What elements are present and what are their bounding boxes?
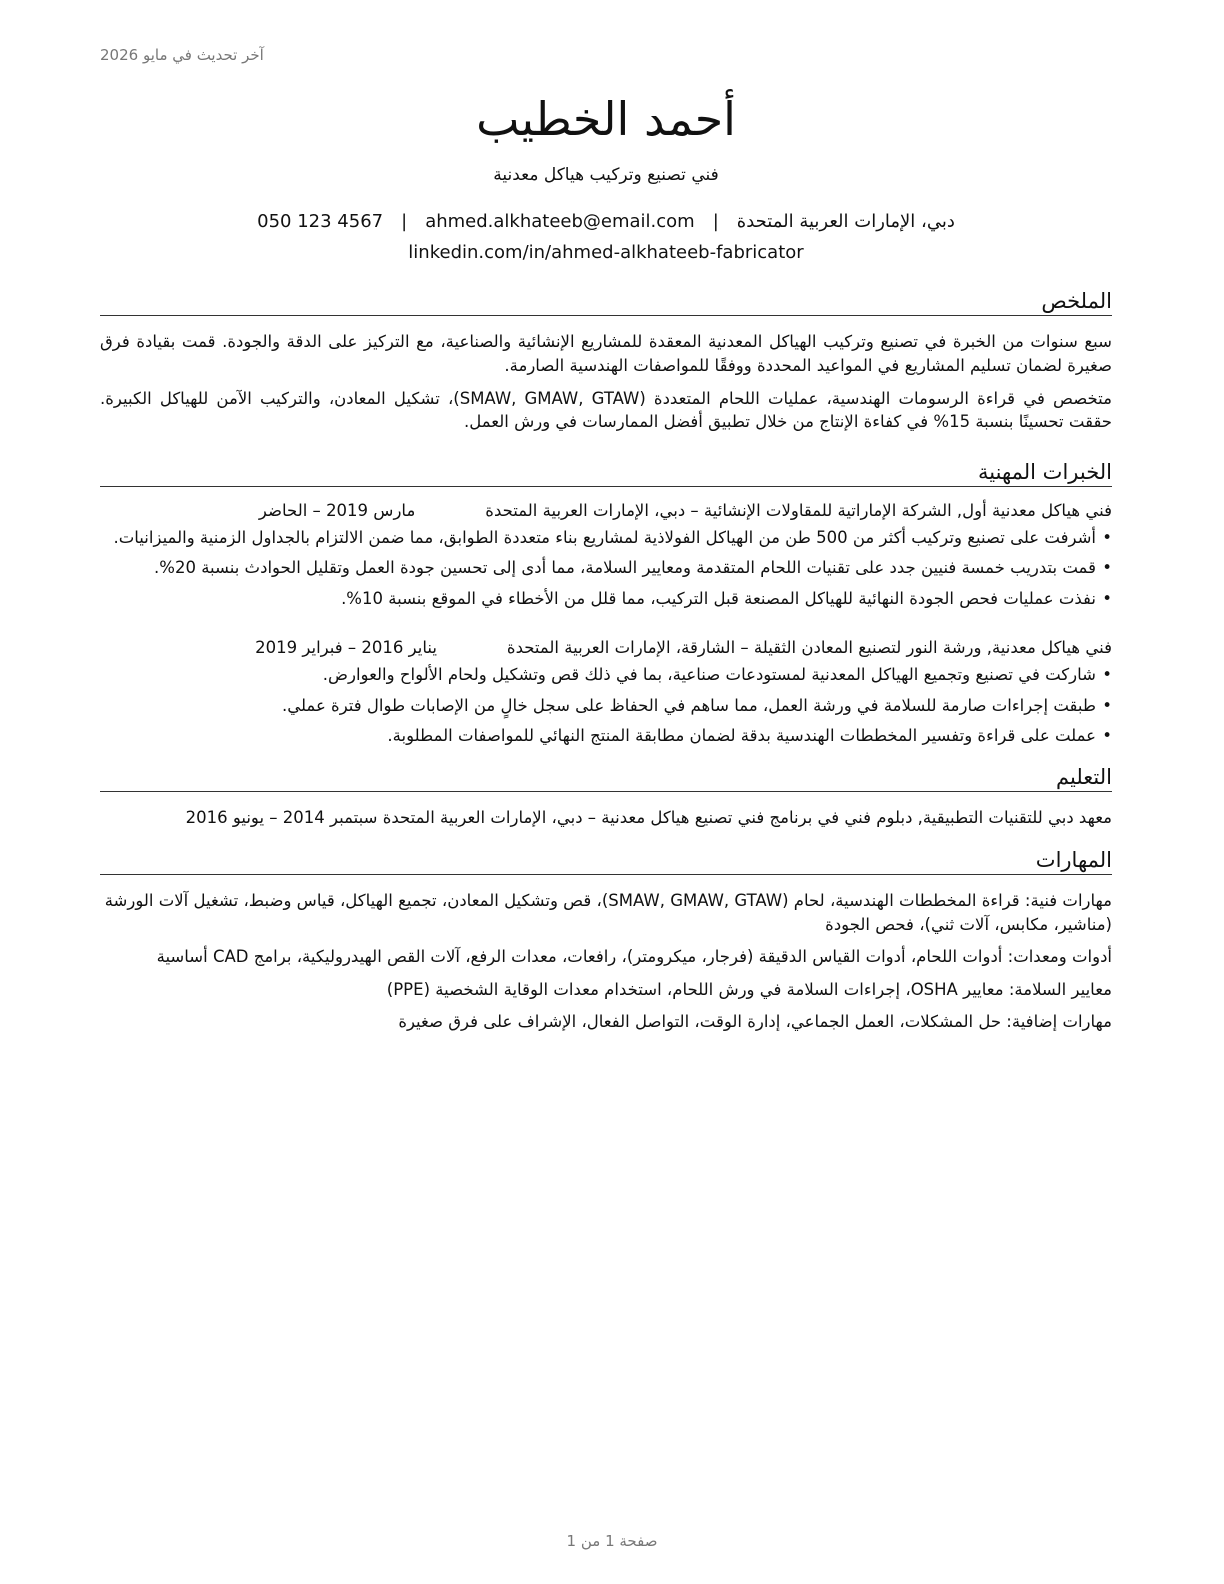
summary-section: [100, 289, 1112, 434]
job-bullet: • عملت على قراءة وتفسير المخططات الهندسية بدقة لضمان مطابقة المنتج النهائي للمواصفات المطلوبة.: [100, 724, 1112, 747]
linkedin-link[interactable]: linkedin.com/in/ahmed-alkhateeb-fabricator: [408, 242, 804, 264]
contact-separator: |: [712, 211, 719, 233]
resume-header: [100, 0, 1112, 263]
skills-heading: المهارات: [100, 848, 1112, 875]
job-title: فني هياكل معدنية, ورشة النور لتصنيع المعادن الثقيلة – الشارقة، الإمارات العربية المتحدة: [506, 638, 1112, 658]
job-entry: [100, 501, 1112, 610]
contact-separator: |: [401, 211, 408, 233]
job-dates: يناير 2016 – فبراير 2019: [255, 638, 437, 658]
experience-heading: الخبرات المهنية: [100, 460, 1112, 487]
job-title: فني هياكل معدنية أول, الشركة الإماراتية للمقاولات الإنشائية – دبي، الإمارات العربية المتحدة: [485, 500, 1112, 520]
summary-paragraph: متخصص في قراءة الرسومات الهندسية، عمليات اللحام المتعددة (SMAW, GMAW, GTAW)، تشكيل المعادن، والتركيب الآمن للهياكل الكبيرة. حققت تحسينًا بنسبة 15% في كفاءة الإنتاج من خلال تطبيق أفضل الممارسات في ورش العمل.: [100, 389, 1112, 432]
candidate-title: فني تصنيع وتركيب هياكل معدنية: [493, 165, 719, 186]
job-entry: [100, 638, 1112, 747]
candidate-name: أحمد الخطيب: [476, 92, 736, 146]
experience-section: [100, 460, 1112, 748]
job-bullet: • طبقت إجراءات صارمة للسلامة في ورشة العمل، مما ساهم في الحفاظ على سجل خالٍ من الإصابات طوال فترة عملي.: [100, 694, 1112, 717]
job-bullet: • قمت بتدريب خمسة فنيين جدد على تقنيات اللحام المتقدمة ومعايير السلامة، مما أدى إلى تحسين جودة العمل وتقليل الحوادث بنسبة 20%.: [100, 556, 1112, 579]
location-text: دبي، الإمارات العربية المتحدة: [736, 211, 955, 233]
job-bullet: • أشرفت على تصنيع وتركيب أكثر من 500 طن من الهياكل الفولاذية لمشاريع بناء متعددة الطوابق، مما ضمن الالتزام بالجداول الزمنية والميزانيات.: [100, 526, 1112, 549]
resume-page: [100, 0, 1112, 1584]
job-bullets: [100, 663, 1112, 747]
job-bullets: [100, 526, 1112, 610]
email-link[interactable]: ahmed.alkhateeb@email.com: [425, 211, 695, 233]
education-dates: سبتمبر 2014 – يونيو 2016: [185, 808, 378, 828]
skill-row: أدوات ومعدات: أدوات اللحام، أدوات القياس الدقيقة (فرجار، ميكرومتر)، رافعات، معدات الرفع، آلات القص الهيدروليكية، برامج CAD أساسية: [156, 947, 1112, 967]
summary-paragraph: سبع سنوات من الخبرة في تصنيع وتركيب الهياكل المعدنية المعقدة للمشاريع الإنشائية والصناعية، مع التركيز على الدقة والجودة. قمت بقيادة فرق صغيرة لضمان تسليم المشاريع في المواعيد المحددة ووفقًا للمواصفات الهندسية الصارمة.: [100, 332, 1112, 375]
job-header: [100, 638, 1112, 657]
skills-section: [100, 848, 1112, 1033]
skill-row: مهارات فنية: قراءة المخططات الهندسية، لحام (SMAW, GMAW, GTAW)، قص وتشكيل المعادن، تجميع الهياكل، قياس وضبط، تشغيل آلات الورشة (مناشير، مكابس، آلات ثني)، فحص الجودة: [104, 891, 1112, 934]
job-header: [100, 501, 1112, 520]
skill-row: معايير السلامة: معايير OSHA، إجراءات السلامة في ورش اللحام، استخدام معدات الوقاية الشخصية (PPE): [386, 979, 1112, 999]
education-heading: التعليم: [100, 765, 1112, 792]
job-dates: مارس 2019 – الحاضر: [258, 500, 416, 520]
last-updated-note: آخر تحديث في مايو 2026: [100, 46, 264, 64]
education-entry: [100, 806, 1112, 830]
contact-line: [100, 211, 1112, 232]
phone-number: 050 123 4567: [257, 211, 384, 233]
education-institution: معهد دبي للتقنيات التطبيقية, دبلوم فني في برنامج فني تصنيع هياكل معدنية – دبي، الإمارات العربية المتحدة: [382, 808, 1112, 828]
page-number: صفحة 1 من 1: [566, 1532, 658, 1550]
education-section: [100, 765, 1112, 830]
summary-heading: الملخص: [100, 289, 1112, 316]
job-bullet: • شاركت في تصنيع وتجميع الهياكل المعدنية لمستودعات صناعية، بما في ذلك قص وتشكيل ولحام الألواح والعوارض.: [100, 663, 1112, 686]
skill-row: مهارات إضافية: حل المشكلات، العمل الجماعي، إدارة الوقت، التواصل الفعال، الإشراف على فرق صغيرة: [398, 1012, 1112, 1032]
job-bullet: • نفذت عمليات فحص الجودة النهائية للهياكل المصنعة قبل التركيب، مما قلل من الأخطاء في الموقع بنسبة 10%.: [100, 587, 1112, 610]
